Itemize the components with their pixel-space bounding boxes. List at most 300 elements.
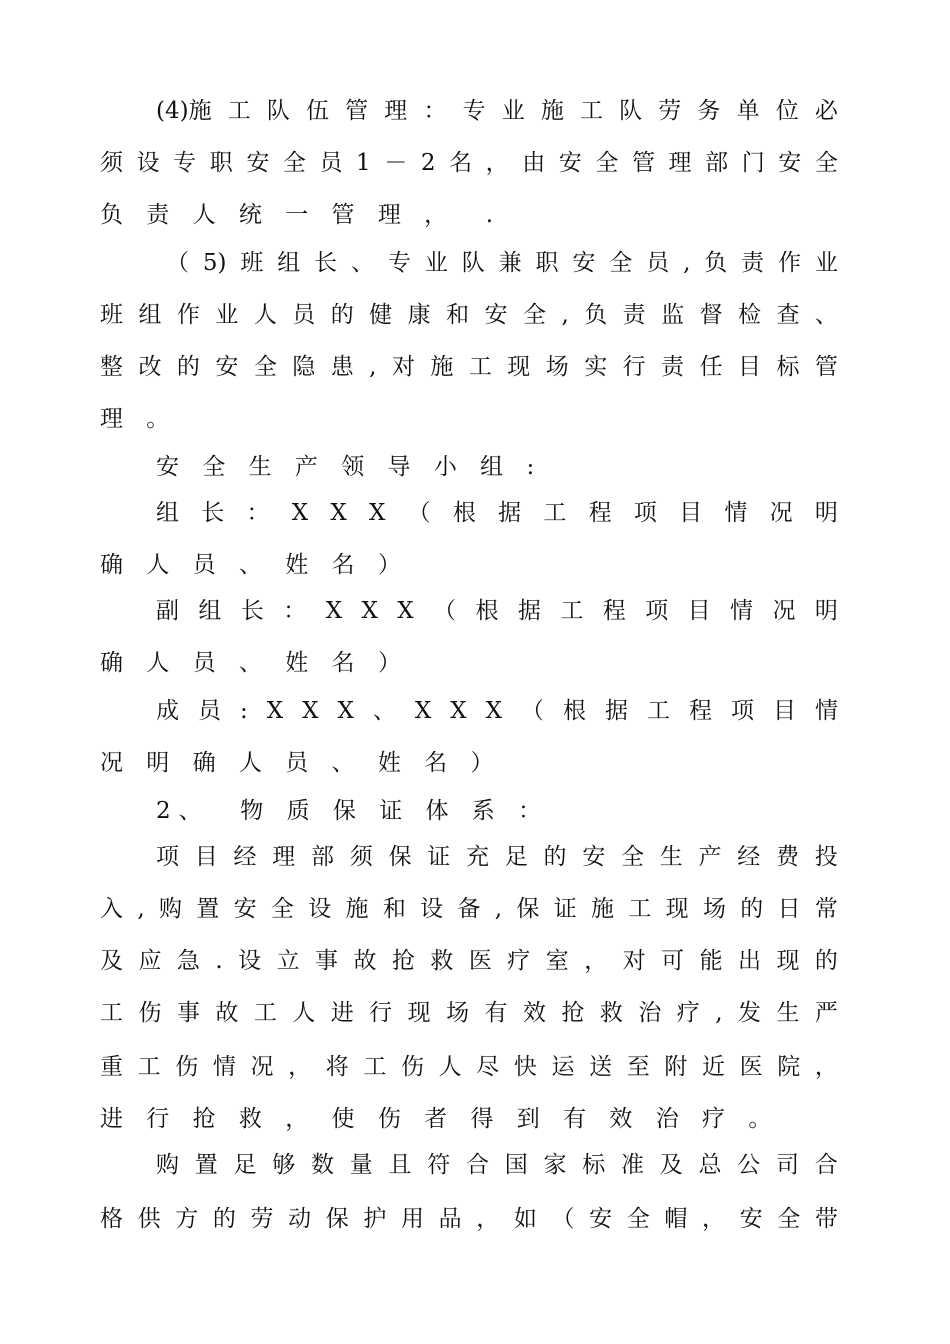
text-token: 可 bbox=[661, 948, 685, 974]
text-token: 足 bbox=[233, 1152, 257, 1178]
text-line bbox=[166, 248, 838, 278]
text-token: 产 bbox=[698, 844, 722, 870]
text-line bbox=[100, 404, 838, 434]
text-token: 将 bbox=[325, 1054, 349, 1080]
text-token: 工 bbox=[100, 1000, 123, 1026]
text-token: 人 bbox=[438, 1054, 462, 1080]
text-token: 购 bbox=[158, 896, 182, 922]
text-token: 安 bbox=[558, 150, 582, 176]
text-token: X bbox=[414, 698, 432, 724]
text-token: 人 bbox=[253, 302, 277, 328]
text-token: 全 bbox=[282, 150, 306, 176]
text-line bbox=[156, 452, 838, 482]
text-token: 够 bbox=[272, 1152, 296, 1178]
text-token: 理 bbox=[272, 844, 296, 870]
text-token: ， bbox=[702, 1206, 725, 1232]
text-token: 带 bbox=[814, 1206, 838, 1232]
text-token: 程 bbox=[602, 598, 626, 624]
text-token: 费 bbox=[776, 844, 799, 870]
text-token: 施 bbox=[591, 896, 614, 922]
text-token: 安 bbox=[582, 844, 606, 870]
text-token: 工 bbox=[227, 98, 251, 124]
text-token: 全 bbox=[621, 844, 644, 870]
text-token: 帽 bbox=[664, 1206, 688, 1232]
text-run: 况 明 确 人 员 、 姓 名 ） bbox=[100, 750, 502, 776]
text-line bbox=[100, 648, 838, 678]
text-token: 近 bbox=[702, 1054, 725, 1080]
text-line bbox=[156, 1150, 838, 1180]
text-token: X bbox=[361, 598, 378, 624]
text-token: 项 bbox=[633, 500, 657, 526]
text-token: , bbox=[715, 1000, 723, 1026]
text-token: 由 bbox=[522, 150, 546, 176]
text-token: 部 bbox=[311, 844, 334, 870]
text-run: 进 行 抢 救 ， 使 伤 者 得 到 有 效 治 疗 。 bbox=[100, 1106, 780, 1132]
text-line bbox=[100, 148, 838, 178]
text-token: 况 bbox=[250, 1054, 274, 1080]
text-token: 医 bbox=[468, 948, 492, 974]
text-token: 门 bbox=[741, 150, 765, 176]
text-token: 效 bbox=[522, 1000, 546, 1026]
text-token: 数 bbox=[311, 1152, 334, 1178]
text-token: X bbox=[291, 500, 309, 526]
text-line bbox=[156, 796, 838, 826]
text-token: 和 bbox=[446, 302, 470, 328]
text-token: 故 bbox=[353, 948, 377, 974]
text-token: 劳 bbox=[250, 1206, 274, 1232]
text-token: 运 bbox=[551, 1054, 575, 1080]
text-token: 明 bbox=[814, 598, 838, 624]
text-token: 场 bbox=[545, 354, 569, 380]
text-token: 工 bbox=[628, 896, 652, 922]
text-token: 院 bbox=[777, 1054, 801, 1080]
text-token: 专 bbox=[173, 150, 197, 176]
text-token: 负 bbox=[704, 250, 728, 276]
text-token: 重 bbox=[100, 1054, 123, 1080]
text-token: 常 bbox=[814, 896, 838, 922]
text-token: 情 bbox=[815, 698, 838, 724]
text-token: 情 bbox=[212, 1054, 236, 1080]
text-token: 班 bbox=[100, 302, 123, 328]
text-token: 查 bbox=[776, 302, 800, 328]
text-token: 改 bbox=[138, 354, 162, 380]
text-token: 业 bbox=[424, 250, 448, 276]
text-line bbox=[100, 200, 838, 230]
text-token: 项 bbox=[731, 698, 754, 724]
text-token: 安 bbox=[484, 302, 508, 328]
text-token: 生 bbox=[776, 1000, 800, 1026]
text-token: 成 bbox=[156, 698, 179, 724]
text-token: 对 bbox=[622, 948, 646, 974]
text-token: 长 bbox=[201, 500, 225, 526]
text-token: 保 bbox=[516, 896, 540, 922]
text-token: 施 bbox=[430, 354, 454, 380]
text-token: X bbox=[302, 698, 319, 724]
text-token: 救 bbox=[430, 948, 454, 974]
text-token: 根 bbox=[475, 598, 499, 624]
text-token: 方 bbox=[175, 1206, 199, 1232]
text-line bbox=[156, 596, 838, 626]
text-token: 工 bbox=[363, 1054, 387, 1080]
text-line bbox=[156, 842, 838, 872]
text-token: 副 bbox=[156, 598, 179, 624]
text-token: 目 bbox=[194, 844, 218, 870]
text-token: 情 bbox=[724, 500, 748, 526]
text-token: 护 bbox=[363, 1206, 387, 1232]
text-token: 场 bbox=[446, 1000, 470, 1026]
text-token: 伍 bbox=[306, 98, 330, 124]
text-token: 立 bbox=[276, 948, 300, 974]
text-run: 2、 物 质 保 证 体 系 ： bbox=[156, 798, 550, 824]
text-token: 安 bbox=[215, 354, 239, 380]
text-token: 保 bbox=[388, 844, 412, 870]
text-token: 安 bbox=[233, 896, 257, 922]
text-token: 的 bbox=[212, 1206, 236, 1232]
text-token: : bbox=[240, 698, 248, 724]
text-token: 工 bbox=[468, 354, 492, 380]
text-token: （ bbox=[166, 250, 189, 276]
text-token: 任 bbox=[699, 354, 723, 380]
text-token: 格 bbox=[100, 1206, 123, 1232]
text-token: 总 bbox=[698, 1152, 722, 1178]
text-line bbox=[156, 96, 838, 126]
text-token: 负 bbox=[584, 302, 608, 328]
text-token: 设 bbox=[136, 150, 160, 176]
text-token: 日 bbox=[777, 896, 801, 922]
text-token: (4)施 bbox=[156, 98, 212, 124]
text-token: 入 bbox=[100, 896, 123, 922]
text-token: 职 bbox=[535, 250, 559, 276]
text-token: 证 bbox=[427, 844, 451, 870]
text-token: 项 bbox=[156, 844, 179, 870]
text-token: 整 bbox=[100, 354, 123, 380]
text-token: 项 bbox=[645, 598, 669, 624]
text-token: 实 bbox=[584, 354, 608, 380]
text-token: 现 bbox=[407, 1000, 431, 1026]
text-token: （ bbox=[551, 1206, 575, 1232]
text-token: 程 bbox=[588, 500, 612, 526]
text-token: ， bbox=[814, 1054, 838, 1080]
text-token: 备 bbox=[457, 896, 481, 922]
text-line bbox=[100, 998, 838, 1028]
text-token: 事 bbox=[315, 948, 339, 974]
text-token: 、 bbox=[372, 698, 396, 724]
text-token: 工 bbox=[137, 1054, 161, 1080]
text-token: 施 bbox=[345, 896, 369, 922]
text-token: 伤 bbox=[401, 1054, 424, 1080]
text-token: 故 bbox=[215, 1000, 239, 1026]
text-token: 明 bbox=[814, 500, 838, 526]
text-token: 公 bbox=[737, 1152, 761, 1178]
text-token: 工 bbox=[543, 500, 567, 526]
text-token: 置 bbox=[194, 1152, 218, 1178]
text-token: 名 bbox=[449, 150, 473, 176]
text-token: X bbox=[266, 698, 284, 724]
text-token: 患 bbox=[330, 354, 354, 380]
text-run: 确 人 员 、 姓 名 ） bbox=[100, 552, 409, 578]
text-token: 、 bbox=[814, 302, 838, 328]
text-token: 目 bbox=[679, 500, 703, 526]
text-token: 品 bbox=[438, 1206, 462, 1232]
text-token: 责 bbox=[622, 302, 646, 328]
text-token: 责 bbox=[741, 250, 765, 276]
text-token: , bbox=[683, 250, 691, 276]
text-token: 符 bbox=[427, 1152, 451, 1178]
text-token: 队 bbox=[266, 98, 290, 124]
text-token: 设 bbox=[420, 896, 444, 922]
text-token: 抢 bbox=[561, 1000, 585, 1026]
text-token: ， bbox=[288, 1054, 312, 1080]
text-token: 根 bbox=[563, 698, 586, 724]
text-token: 快 bbox=[513, 1054, 537, 1080]
text-token: ： bbox=[283, 598, 307, 624]
text-token: . bbox=[215, 948, 223, 974]
text-token: 全 bbox=[777, 1206, 801, 1232]
text-line bbox=[100, 1204, 838, 1234]
text-token: X bbox=[337, 698, 354, 724]
text-token: 安 bbox=[589, 1206, 613, 1232]
text-token: 业 bbox=[215, 302, 239, 328]
text-line bbox=[100, 894, 838, 924]
text-token: 全 bbox=[253, 354, 277, 380]
text-token: （ bbox=[521, 698, 544, 724]
text-token: 康 bbox=[407, 302, 431, 328]
text-run: 负 责 人 统 一 管 理 ， . bbox=[100, 202, 502, 228]
text-token: 足 bbox=[504, 844, 528, 870]
text-token: 室 bbox=[545, 948, 569, 974]
text-token: 经 bbox=[737, 844, 761, 870]
text-token: 伤 bbox=[175, 1054, 199, 1080]
text-token: 5) bbox=[202, 250, 227, 276]
text-token: 医 bbox=[739, 1054, 763, 1080]
text-token: ， bbox=[584, 948, 608, 974]
text-run: 确 人 员 、 姓 名 ） bbox=[100, 650, 409, 676]
text-token: 疗 bbox=[507, 948, 531, 974]
text-token: 购 bbox=[156, 1152, 179, 1178]
text-token: 量 bbox=[349, 1152, 373, 1178]
text-token: 隐 bbox=[292, 354, 316, 380]
text-token: 专 bbox=[387, 250, 411, 276]
text-token: 员 bbox=[646, 250, 670, 276]
text-token: 劳 bbox=[658, 98, 682, 124]
text-token: 必 bbox=[814, 98, 838, 124]
text-token: 和 bbox=[382, 896, 406, 922]
text-token: 检 bbox=[738, 302, 762, 328]
text-line bbox=[100, 748, 838, 778]
text-token: 须 bbox=[100, 150, 123, 176]
text-token: － bbox=[384, 150, 408, 176]
text-token: 全 bbox=[595, 150, 619, 176]
text-token: 应 bbox=[138, 948, 162, 974]
text-token: 目 bbox=[773, 698, 796, 724]
text-token: 充 bbox=[466, 844, 489, 870]
text-token: 根 bbox=[452, 500, 476, 526]
text-token: 况 bbox=[772, 598, 796, 624]
text-token: 进 bbox=[330, 1000, 354, 1026]
text-token: 标 bbox=[582, 1152, 606, 1178]
text-token: 情 bbox=[730, 598, 754, 624]
text-run: 理 。 bbox=[100, 406, 178, 432]
text-line bbox=[156, 498, 838, 528]
text-token: 目 bbox=[687, 598, 711, 624]
text-token: 施 bbox=[540, 98, 564, 124]
text-token: 的 bbox=[330, 302, 354, 328]
text-token: 送 bbox=[589, 1054, 613, 1080]
text-token: 能 bbox=[699, 948, 723, 974]
text-token: 的 bbox=[543, 844, 567, 870]
text-token: 作 bbox=[778, 250, 802, 276]
text-token: 设 bbox=[308, 896, 332, 922]
text-token: X bbox=[369, 500, 386, 526]
text-token: 的 bbox=[814, 948, 838, 974]
text-token: 司 bbox=[776, 1152, 799, 1178]
text-token: 置 bbox=[196, 896, 220, 922]
text-token: 的 bbox=[176, 354, 200, 380]
text-token: 安 bbox=[739, 1206, 763, 1232]
text-token: 职 bbox=[209, 150, 233, 176]
text-run: 安 全 生 产 领 导 小 组 : bbox=[156, 454, 543, 480]
text-token: 1 bbox=[356, 150, 371, 176]
text-token: 目 bbox=[738, 354, 762, 380]
text-token: 单 bbox=[736, 98, 760, 124]
text-token: 督 bbox=[699, 302, 723, 328]
text-token: 安 bbox=[246, 150, 270, 176]
text-token: 事 bbox=[176, 1000, 200, 1026]
text-line bbox=[100, 946, 838, 976]
text-token: , bbox=[137, 896, 145, 922]
text-token: 对 bbox=[391, 354, 415, 380]
text-token: X bbox=[485, 698, 502, 724]
text-line bbox=[100, 1052, 838, 1082]
text-token: 行 bbox=[622, 354, 646, 380]
text-token: ： bbox=[246, 500, 270, 526]
text-token: 组 bbox=[156, 500, 179, 526]
text-token: 、 bbox=[351, 250, 375, 276]
text-token: 经 bbox=[233, 844, 257, 870]
text-token: 健 bbox=[369, 302, 393, 328]
text-token: 工 bbox=[253, 1000, 277, 1026]
text-token: 附 bbox=[664, 1054, 688, 1080]
text-line bbox=[100, 1104, 838, 1134]
text-token: X bbox=[450, 698, 467, 724]
text-token: 救 bbox=[599, 1000, 623, 1026]
text-token: 理 bbox=[668, 150, 692, 176]
text-token: 专 bbox=[462, 98, 486, 124]
text-token: 作 bbox=[176, 302, 200, 328]
text-token: 2 bbox=[420, 150, 436, 176]
text-token: 务 bbox=[697, 98, 721, 124]
text-token: ， bbox=[485, 150, 509, 176]
text-token: 及 bbox=[659, 1152, 683, 1178]
text-token: 况 bbox=[769, 500, 793, 526]
text-token: 监 bbox=[661, 302, 685, 328]
text-token: 家 bbox=[543, 1152, 567, 1178]
text-token: 理 bbox=[384, 98, 408, 124]
text-line bbox=[100, 352, 838, 382]
text-token: 设 bbox=[238, 948, 262, 974]
text-token: 须 bbox=[349, 844, 373, 870]
text-token: , bbox=[561, 302, 569, 328]
text-token: 生 bbox=[659, 844, 683, 870]
text-token: 责 bbox=[661, 354, 685, 380]
text-token: 伤 bbox=[138, 1000, 162, 1026]
text-token: 据 bbox=[517, 598, 541, 624]
text-token: 用 bbox=[401, 1206, 424, 1232]
text-token: ， bbox=[476, 1206, 500, 1232]
text-token: 管 bbox=[345, 98, 369, 124]
text-token: 合 bbox=[466, 1152, 489, 1178]
text-token: 且 bbox=[388, 1152, 412, 1178]
text-token: 保 bbox=[325, 1206, 349, 1232]
text-token: 投 bbox=[814, 844, 838, 870]
text-token: 工 bbox=[647, 698, 670, 724]
text-token: 管 bbox=[814, 354, 838, 380]
text-line bbox=[100, 300, 838, 330]
text-token: 据 bbox=[498, 500, 522, 526]
text-token: 组 bbox=[138, 302, 162, 328]
text-token: 至 bbox=[626, 1054, 650, 1080]
text-line bbox=[100, 550, 838, 580]
text-token: 尽 bbox=[476, 1054, 500, 1080]
text-token: , bbox=[369, 354, 377, 380]
text-token: 场 bbox=[702, 896, 726, 922]
text-token: 全 bbox=[270, 896, 294, 922]
text-token: 标 bbox=[776, 354, 800, 380]
text-token: 业 bbox=[814, 250, 838, 276]
text-token: 有 bbox=[484, 1000, 508, 1026]
text-token: 长 bbox=[240, 598, 264, 624]
text-token: 如 bbox=[513, 1206, 537, 1232]
text-token: 证 bbox=[553, 896, 577, 922]
text-token: 位 bbox=[775, 98, 799, 124]
text-token: , bbox=[494, 896, 503, 922]
text-token: X bbox=[397, 598, 414, 624]
text-token: 员 bbox=[319, 150, 343, 176]
text-token: 员 bbox=[292, 302, 316, 328]
text-token: 严 bbox=[814, 1000, 838, 1026]
text-token: 工 bbox=[580, 98, 603, 124]
text-token: 全 bbox=[626, 1206, 650, 1232]
text-token: 全 bbox=[814, 150, 838, 176]
text-token: 现 bbox=[665, 896, 689, 922]
text-token: 长 bbox=[314, 250, 338, 276]
text-token: 供 bbox=[137, 1206, 161, 1232]
text-token: 现 bbox=[507, 354, 531, 380]
text-token: 工 bbox=[560, 598, 584, 624]
text-token: 人 bbox=[292, 1000, 316, 1026]
text-token: 出 bbox=[738, 948, 762, 974]
text-token: 合 bbox=[814, 1152, 838, 1178]
text-token: 部 bbox=[705, 150, 729, 176]
text-token: 全 bbox=[522, 302, 546, 328]
text-token: 业 bbox=[501, 98, 525, 124]
text-token: 抢 bbox=[391, 948, 415, 974]
text-token: 动 bbox=[288, 1206, 312, 1232]
text-token: （ bbox=[433, 598, 457, 624]
text-token: 程 bbox=[689, 698, 712, 724]
text-token: X bbox=[330, 500, 347, 526]
text-token: 组 bbox=[198, 598, 222, 624]
text-line bbox=[156, 696, 838, 726]
text-token: 兼 bbox=[498, 250, 522, 276]
text-token: 治 bbox=[638, 1000, 662, 1026]
text-token: 准 bbox=[621, 1152, 644, 1178]
text-token: 据 bbox=[605, 698, 628, 724]
text-token: 现 bbox=[776, 948, 800, 974]
text-token: 的 bbox=[740, 896, 764, 922]
text-token: 及 bbox=[100, 948, 123, 974]
text-token: （ bbox=[407, 500, 431, 526]
